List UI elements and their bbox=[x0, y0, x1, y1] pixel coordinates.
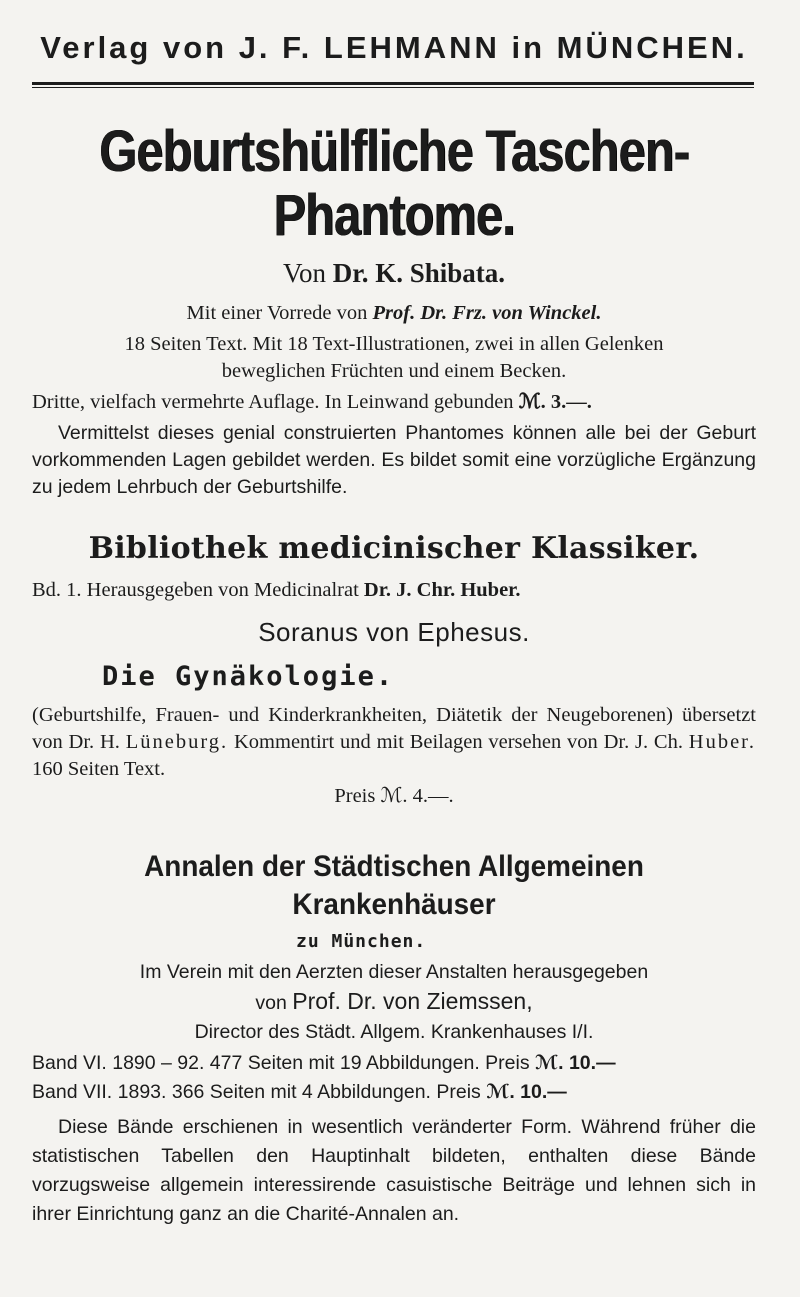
book1-author-prefix: Von bbox=[282, 258, 326, 288]
header-rule bbox=[32, 82, 754, 88]
book1-description: Vermittelst dieses genial construierten Phantomes können alle bei der Geburt vorkommenden Lagen gebildet werden. Es bildet somit eine vorzügliche Ergänzung zu jedem Lehrbuch der Geburtshilfe. bbox=[32, 422, 756, 498]
publisher-heading: Verlag von J. F. LEHMANN in MÜNCHEN. bbox=[40, 30, 748, 65]
book2-series-title: Bibliothek medicinischer Klassiker. bbox=[88, 531, 700, 566]
book1-author bbox=[32, 256, 756, 290]
book2-price: Preis ℳ. 4.—. bbox=[334, 785, 454, 807]
book3-title: Annalen der Städtischen Allgemeinen Krankenhäuser bbox=[144, 850, 644, 921]
book3-description: Diese Bände erschienen in wesentlich veränderter Form. Während früher die statistischen Tabellen den Hauptinhalt bildeten, enthalten diese Bände vorzugsweise allgemein interessirende casuistische Beiträge und lehnen sich in ihrer Einrichtung ganz an die Charité-Annalen an. bbox=[32, 1116, 756, 1225]
book3-editors-line: Im Verein mit den Aerzten dieser Anstalten herausgegeben bbox=[139, 961, 649, 983]
book2-author-title: Soranus von Ephesus. bbox=[258, 617, 530, 647]
book3-editor bbox=[32, 987, 756, 1018]
book3-volume-text: Band VI. 1890 – 92. 477 Seiten mit 19 Abbildungen. Preis bbox=[32, 1052, 530, 1074]
book2-volume-editor: Dr. J. Chr. Huber. bbox=[363, 579, 521, 601]
book1-preface bbox=[32, 300, 756, 327]
book3-subtitle: zu München. bbox=[296, 931, 427, 952]
book3-editor-role: Director des Städt. Allgem. Krankenhauses I/I. bbox=[194, 1021, 594, 1043]
book1-edition-price: ℳ. 3.—. bbox=[518, 391, 592, 413]
book3-volume-row bbox=[32, 1049, 756, 1078]
book2-work-title: Die Gynäkologie. bbox=[102, 661, 395, 692]
book3-body bbox=[32, 958, 756, 1229]
book1-title: Geburtshülfliche Taschen-Phantome. bbox=[99, 119, 689, 248]
book2-commentator: Huber. bbox=[688, 731, 757, 753]
book2-translator: Lüneburg. bbox=[125, 731, 229, 753]
book1-preface-name: Prof. Dr. Frz. von Winckel. bbox=[372, 302, 602, 324]
book3-volume-price: ℳ. 10.— bbox=[486, 1081, 567, 1103]
book1-author-name: Dr. K. Shibata. bbox=[332, 258, 506, 288]
book3-editor-name: Prof. Dr. von Ziemssen, bbox=[292, 988, 533, 1014]
book3-editor-prefix: von bbox=[255, 992, 287, 1014]
book2-description bbox=[32, 702, 756, 783]
book2-description-start: (Geburtshilfe, Frauen- und Kinderkrankheiten, Diätetik der Neugeborenen) übersetzt von Dr. H. bbox=[32, 704, 756, 753]
book2-description-mid: Kommentirt und mit Beilagen versehen von Dr. J. Ch. bbox=[234, 731, 683, 753]
book3-volume-row bbox=[32, 1078, 756, 1107]
book1-edition-text: Dritte, vielfach vermehrte Auflage. In Leinwand gebunden bbox=[32, 391, 514, 413]
book3-volume-text: Band VII. 1893. 366 Seiten mit 4 Abbildungen. Preis bbox=[32, 1081, 481, 1103]
book2-volume-prefix: Bd. 1. Herausgegeben von Medicinalrat bbox=[32, 579, 359, 601]
book2-volume bbox=[32, 577, 756, 604]
book2-description-end: 160 Seiten Text. bbox=[32, 758, 166, 780]
book3-volume-price: ℳ. 10.— bbox=[535, 1052, 616, 1074]
book1-edition bbox=[32, 389, 756, 416]
book1-details-line2: beweglichen Früchten und einem Becken. bbox=[221, 360, 567, 382]
book1-preface-prefix: Mit einer Vorrede von bbox=[186, 302, 368, 324]
book1-details-line1: 18 Seiten Text. Mit 18 Text-Illustrationen, zwei in allen Gelenken bbox=[124, 333, 664, 355]
